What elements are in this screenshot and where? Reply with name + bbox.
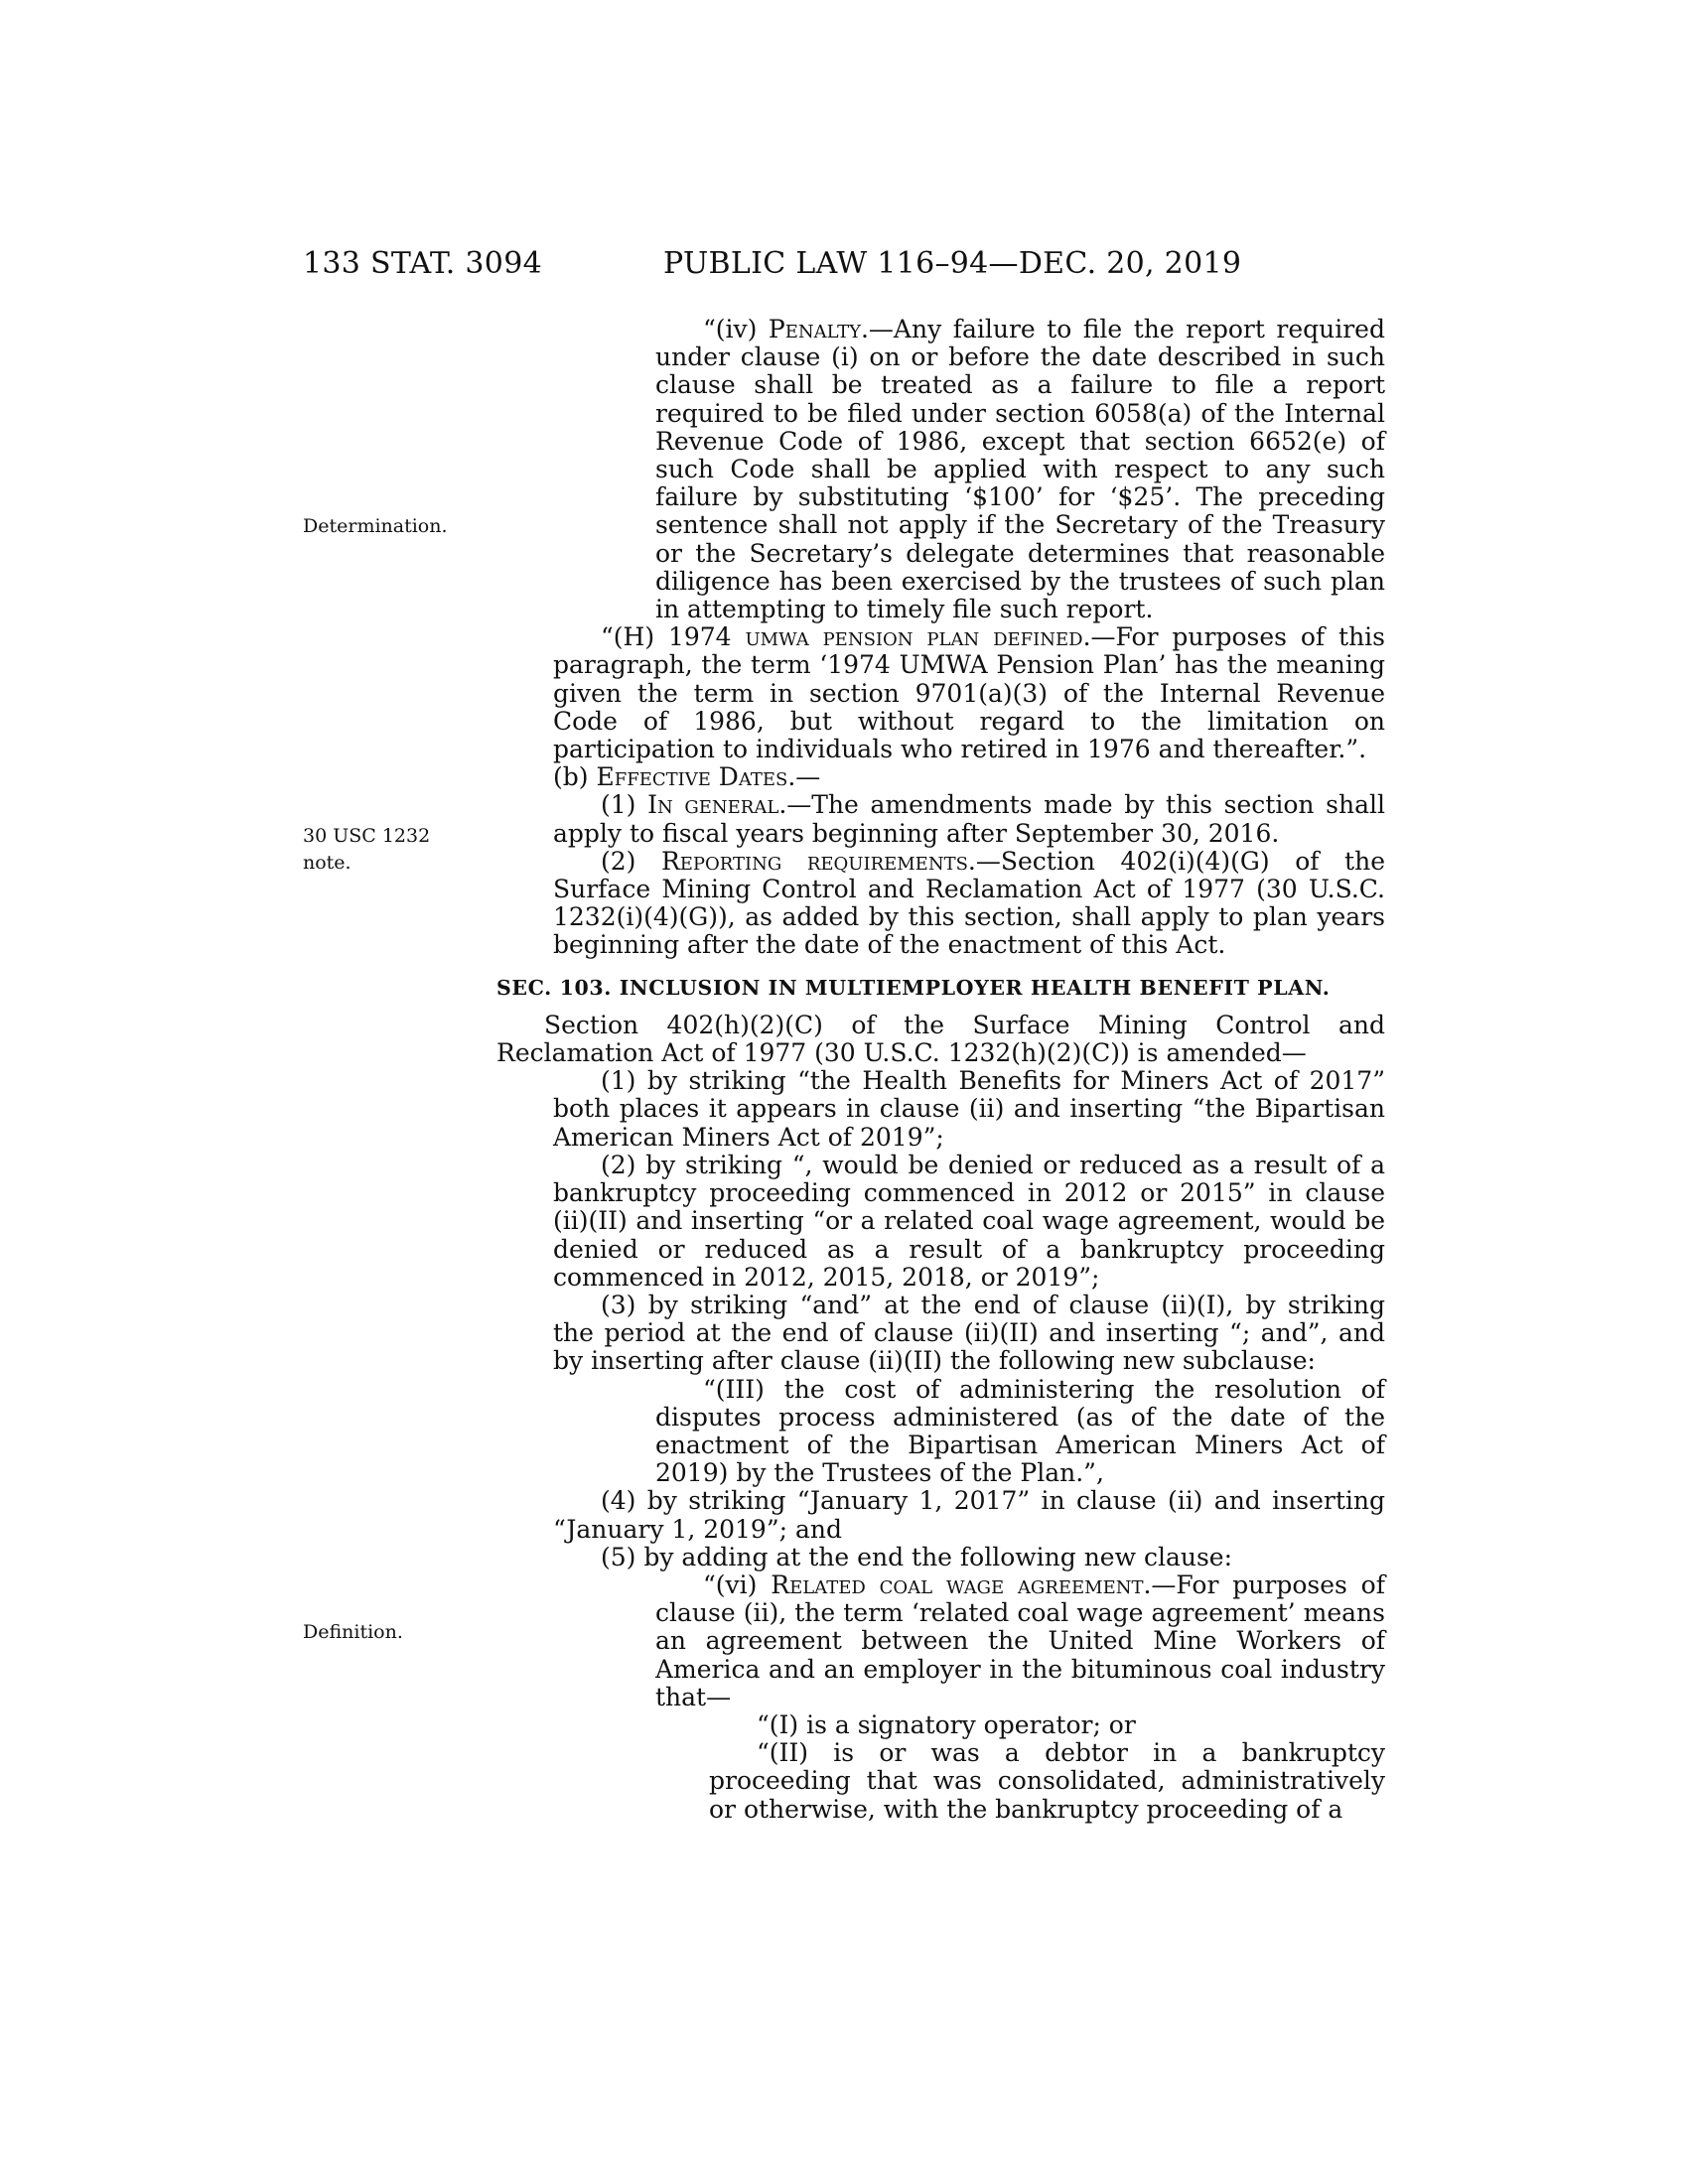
margin-note-usc-line2: note. bbox=[303, 852, 352, 874]
amendment-item-2: (2) by striking “, would be denied or reduced as a result of a bankruptcy proceeding commenced in 2012 or 2015” in clause (ii)(II) and inserting “or a related coal wage agreement, would be denied or reduced as a result of a bankruptcy proceeding commenced in 2012, 2015, 2018, or 2019”; bbox=[553, 1150, 1385, 1292]
subclause-ii: “(II) is or was a debtor in a bankruptcy proceeding that was consolidated, administratively or otherwise, with the bankruptcy proceeding of a bbox=[709, 1738, 1385, 1824]
paragraph-in-general bbox=[496, 791, 1385, 847]
margin-note-usc-line1: 30 USC 1232 bbox=[303, 825, 431, 847]
clause-number: “(vi) bbox=[703, 1570, 772, 1599]
clause-text: .—Section 402(i)(4)(G) of the Surface Mining Control and Reclamation Act of 1977 (30 U.S.C. 1232(i)(4)(G)), as added by this section, shall apply to plan years beginning after the date of the enactment of this Act. bbox=[553, 846, 1386, 960]
paragraph-penalty bbox=[496, 316, 1385, 623]
amendment-item-1: (1) by striking “the Health Benefits for Miners Act of 2017” both places it appears in clause (ii) and inserting “the Bipartisan American Miners Act of 2019”; bbox=[553, 1066, 1385, 1152]
margin-note-definition: Definition. bbox=[303, 1621, 403, 1643]
section-heading: SEC. 103. INCLUSION IN MULTIEMPLOYER HEALTH BENEFIT PLAN. bbox=[496, 975, 1331, 1000]
amendment-item-4: (4) by striking “January 1, 2017” in clause (ii) and inserting “January 1, 2019”; and bbox=[553, 1486, 1385, 1544]
clause-number: (1) bbox=[601, 790, 648, 820]
margin-note-usc bbox=[303, 823, 430, 877]
amendment-item-3: (3) by striking “and” at the end of clause (ii)(I), by striking the period at the end of clause (ii)(II) and inserting “; and”, and by inserting after clause (ii)(II) the following new subclause: bbox=[553, 1290, 1385, 1376]
clause-text: .—For purposes of clause (ii), the term ‘related coal wage agreement’ means an agreement between the United Mine Workers of America and an employer in the bituminous coal industry that— bbox=[655, 1570, 1385, 1711]
paragraph-related-coal-wage-agreement bbox=[496, 1571, 1385, 1711]
paragraph-reporting-requirements bbox=[496, 848, 1385, 960]
paragraph-effective-dates bbox=[496, 763, 1385, 791]
clause-text: .—Any failure to file the report required under clause (i) on or before the date described in such clause shall be treated as a failure to file a report required to be filed under section 6058(a) of the Internal Revenue Code of 1986, except that section 6652(e) of such Code shall be applied with respect to any such failure by substituting ‘$100’ for ‘$25’. The preceding sentence shall not apply if the Secretary of the Treasury or the Secretary’s delegate determines that reasonable diligence has been exercised by the trustees of such plan in attempting to timely file such report. bbox=[655, 315, 1385, 624]
margin-note-determination: Determination. bbox=[303, 515, 448, 537]
clause-heading: umwa pension plan defined bbox=[745, 622, 1083, 652]
amendment-item-5: (5) by adding at the end the following new clause: bbox=[601, 1542, 1232, 1571]
clause-heading: Related coal wage agreement bbox=[771, 1570, 1144, 1599]
paragraph-section-intro: Section 402(h)(2)(C) of the Surface Mining Control and Reclamation Act of 1977 (30 U.S.C. 1232(h)(2)(C)) is amended— bbox=[496, 1010, 1385, 1068]
document-body bbox=[496, 316, 1385, 1824]
clause-text: .—The amendments made by this section shall apply to fiscal years beginning after September 30, 2016. bbox=[553, 790, 1386, 848]
paragraph-1974-umwa-definition bbox=[496, 623, 1385, 763]
clause-number: “(iv) bbox=[703, 315, 769, 343]
clause-text: .—For purposes of this paragraph, the term ‘1974 UMWA Pension Plan’ has the meaning given the term in section 9701(a)(3) of the Internal Revenue Code of 1986, but without regard to the limitation on participation to individuals who retired in 1976 and thereafter.”. bbox=[553, 622, 1386, 764]
running-header: PUBLIC LAW 116–94—DEC. 20, 2019 bbox=[663, 246, 1242, 281]
clause-number: (b) bbox=[553, 762, 597, 792]
subclause-iii: “(III) the cost of administering the resolution of disputes process administered (as of the date of the enactment of the Bipartisan American Miners Act of 2019) by the Trustees of the Plan.”, bbox=[655, 1374, 1385, 1488]
clause-number: “(H) 1974 bbox=[601, 622, 746, 652]
clause-heading: Reporting requirements bbox=[660, 846, 968, 876]
clause-number: (2) bbox=[601, 846, 661, 876]
subclause-i: “(I) is a signatory operator; or bbox=[757, 1709, 1136, 1739]
clause-heading: Effective Dates bbox=[596, 762, 788, 792]
clause-heading: Penalty bbox=[768, 315, 861, 343]
statute-page-number: 133 STAT. 3094 bbox=[303, 246, 542, 281]
clause-heading: In general bbox=[647, 790, 779, 820]
clause-text: .— bbox=[787, 762, 821, 792]
